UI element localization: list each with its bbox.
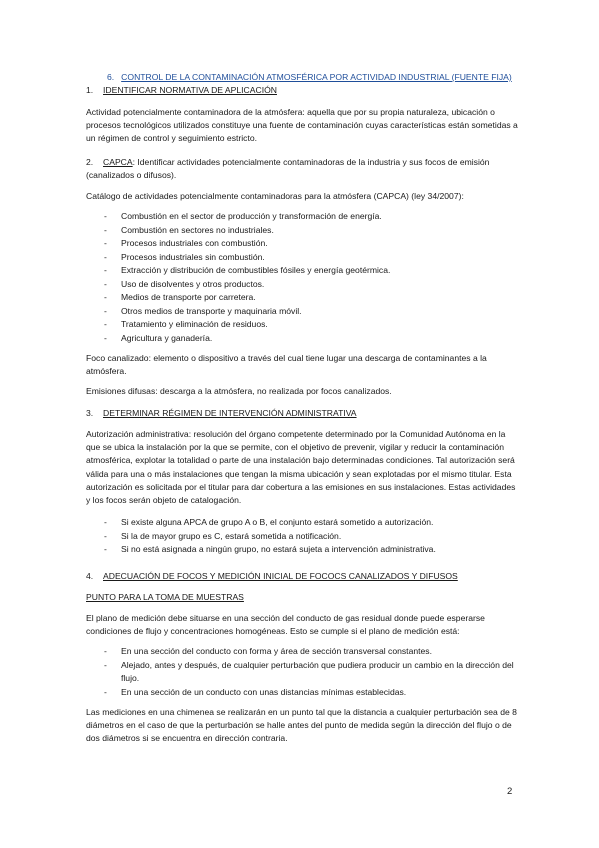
paragraph-catalog-intro: Catálogo de actividades potencialmente contaminadoras para la atmósfera (CAPCA) (ley 34/2007): bbox=[86, 191, 464, 201]
heading-number: 4. bbox=[86, 571, 94, 581]
paragraph-activity-definition: Actividad potencialmente contaminadora de la atmósfera: aquella que por su propia naturaleza, ubicación o procesos tecnológicos utilizados constituye una fuente de contaminación cuyas características están sometidas a un régimen de control y seguimiento estricto. bbox=[86, 107, 518, 144]
section-number: 6. bbox=[107, 72, 115, 82]
heading-text: DETERMINAR RÉGIMEN DE INTERVENCIÓN ADMINISTRATIVA bbox=[103, 408, 357, 418]
list-item: - Combustión en sectores no industriales. bbox=[104, 224, 274, 235]
list-item: - Uso de disolventes y otros productos. bbox=[104, 278, 265, 289]
heading-number: 2. bbox=[86, 157, 94, 167]
capca-term: CAPCA bbox=[103, 157, 133, 167]
list-item: - Agricultura y ganadería. bbox=[104, 332, 213, 343]
section-title-text: CONTROL DE LA CONTAMINACIÓN ATMOSFÉRICA POR ACTIVIDAD INDUSTRIAL (FUENTE FIJA) bbox=[121, 72, 512, 82]
list-item: - Procesos industriales sin combustión. bbox=[104, 251, 265, 262]
heading-3 bbox=[86, 408, 357, 418]
list-item: - Si no está asignada a ningún grupo, no estará sujeta a intervención administrativa. bbox=[104, 544, 436, 554]
heading-number: 3. bbox=[86, 408, 94, 418]
paragraph-measurement-plane: El plano de medición debe situarse en una sección del conducto de gas residual donde puede esperarse condiciones de flujo y concentraciones homogéneas. Esto se cumple si el plano de medición está: bbox=[86, 613, 485, 637]
section-title bbox=[107, 72, 512, 82]
heading-1 bbox=[86, 85, 277, 95]
list-item: - Procesos industriales con combustión. bbox=[104, 238, 268, 248]
list-item: - Si existe alguna APCA de grupo A o B, el conjunto estará sometido a autorización. bbox=[104, 517, 434, 527]
list-item: - Tratamiento y eliminación de residuos. bbox=[104, 319, 268, 329]
list-item: - Combustión en el sector de producción y transformación de energía. bbox=[104, 211, 382, 221]
paragraph-diffuse-emissions: Emisiones difusas: descarga a la atmósfera, no realizada por focos canalizados. bbox=[86, 386, 392, 396]
plane-conditions-list bbox=[104, 645, 519, 699]
paragraph-focus-definition: Foco canalizado: elemento o dispositivo a través del cual tiene lugar una descarga de contaminantes a la atmósfera. bbox=[86, 353, 487, 377]
heading-2 bbox=[86, 156, 518, 182]
catalog-list bbox=[104, 210, 390, 345]
paragraph-chimney-measurement: Las mediciones en una chimenea se realizarán en un punto tal que la distancia a cualquier perturbación sea de 8 diámetros en el caso de que la perturbación se halle antes del punto de medida según la dirección del flujo o de dos diámetros si se encuentra en dirección contraria. bbox=[86, 707, 517, 744]
paragraph-authorization: Autorización administrativa: resolución del órgano competente determinado por la Comunidad Autónoma en la que se ubica la instalación por la que se permite, con el objetivo de prevenir, vigilar y reducir la contaminación atmosférica, explotar la totalidad o parte de una instalación bajo determinadas condiciones. Tal autorización será válida para una o más instalaciones que tengan la misma ubicación y sean explotadas por el mismo titular. Esta autorización es solicitada por el titular para dar cobertura a las emisiones en sus instalaciones. Estas actividades y los focos serán objeto de catalogación. bbox=[86, 429, 516, 506]
subheading-sampling-point: PUNTO PARA LA TOMA DE MUESTRAS bbox=[86, 592, 244, 602]
regime-list bbox=[104, 516, 436, 557]
heading-4 bbox=[86, 571, 458, 581]
heading-text: IDENTIFICAR NORMATIVA DE APLICACIÓN bbox=[103, 85, 277, 95]
list-item: - Si la de mayor grupo es C, estará sometida a notificación. bbox=[104, 530, 342, 541]
heading-text: ADECUACIÓN DE FOCOS Y MEDICIÓN INICIAL DE FOCOCS CANALIZADOS Y DIFUSOS bbox=[103, 571, 458, 581]
list-item: - Alejado, antes y después, de cualquier perturbación que pudiera producir un cambio en la dirección del flujo. bbox=[104, 659, 514, 683]
heading-text: : Identificar actividades potencialmente contaminadoras de la industria y sus focos de emisión (canalizados o difusos). bbox=[86, 157, 490, 181]
heading-number: 1. bbox=[86, 85, 94, 95]
list-item: - Extracción y distribución de combustibles fósiles y energía geotérmica. bbox=[104, 265, 391, 275]
page-number: 2 bbox=[507, 786, 513, 797]
list-item: - En una sección del conducto con forma y área de sección transversal constantes. bbox=[104, 646, 432, 656]
list-item: - En una sección de un conducto con unas distancias mínimas establecidas. bbox=[104, 686, 407, 697]
list-item: - Medios de transporte por carretera. bbox=[104, 292, 256, 302]
list-item: - Otros medios de transporte y maquinaria móvil. bbox=[104, 305, 302, 316]
